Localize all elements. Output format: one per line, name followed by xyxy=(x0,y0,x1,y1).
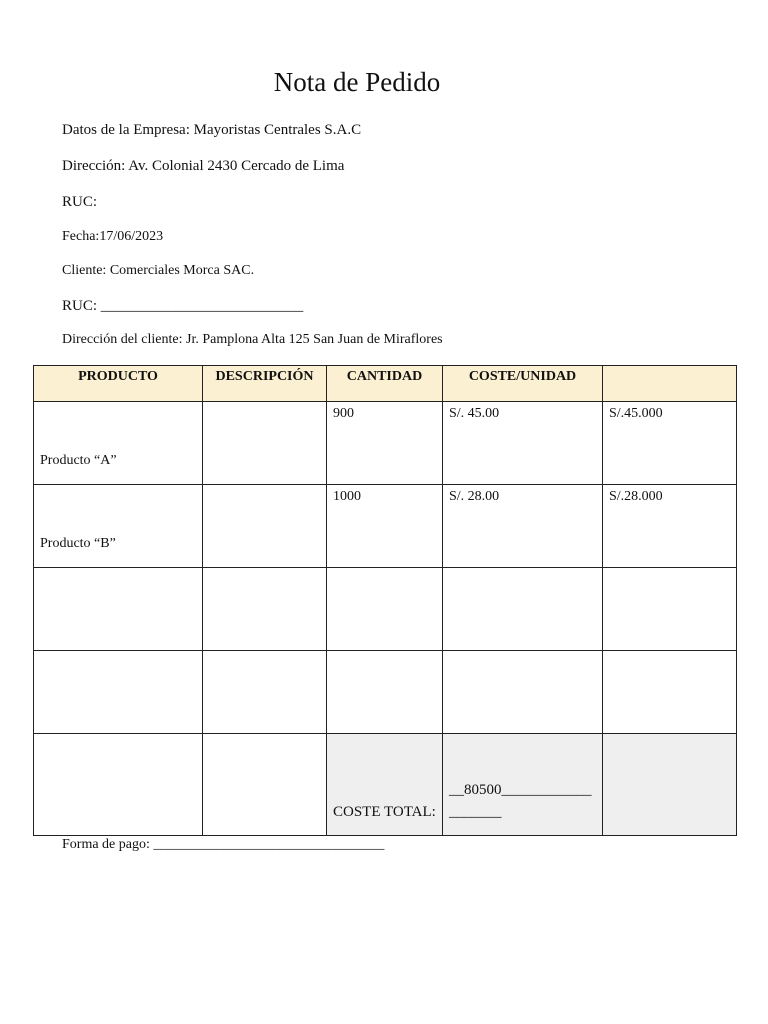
cell-descripcion xyxy=(203,568,327,651)
document-title: Nota de Pedido xyxy=(273,67,441,97)
total-empty-cell xyxy=(34,734,203,836)
cell-producto: Producto “A” xyxy=(34,402,203,485)
cell-importe xyxy=(603,568,737,651)
total-value: __80500____________ _______ xyxy=(443,734,603,836)
company-address: Dirección: Av. Colonial 2430 Cercado de Lima xyxy=(62,158,345,174)
cell-producto: Producto “B” xyxy=(34,485,203,568)
column-header-descripcion: DESCRIPCIÓN xyxy=(203,366,327,402)
cell-descripcion xyxy=(203,402,327,485)
order-table xyxy=(33,365,737,836)
table-row xyxy=(34,402,737,485)
client-ruc: RUC: ___________________________ xyxy=(62,298,304,314)
total-empty-cell xyxy=(203,734,327,836)
cell-coste-unidad: S/. 45.00 xyxy=(443,402,603,485)
payment-method: Forma de pago: _________________________________ xyxy=(62,837,385,852)
order-date: Fecha:17/06/2023 xyxy=(62,229,164,244)
cell-coste-unidad: S/. 28.00 xyxy=(443,485,603,568)
table-header-row xyxy=(34,366,737,402)
cell-importe: S/.45.000 xyxy=(603,402,737,485)
column-header-importe xyxy=(603,366,737,402)
cell-producto xyxy=(34,651,203,734)
column-header-cantidad: CANTIDAD xyxy=(327,366,443,402)
cell-cantidad xyxy=(327,651,443,734)
column-header-producto: PRODUCTO xyxy=(34,366,203,402)
cell-producto xyxy=(34,568,203,651)
table-row xyxy=(34,568,737,651)
total-row xyxy=(34,734,737,836)
client-address: Dirección del cliente: Jr. Pamplona Alta 125 San Juan de Miraflores xyxy=(62,332,443,347)
cell-importe xyxy=(603,651,737,734)
cell-coste-unidad xyxy=(443,651,603,734)
total-empty-cell xyxy=(603,734,737,836)
cell-descripcion xyxy=(203,485,327,568)
cell-cantidad: 900 xyxy=(327,402,443,485)
cell-cantidad: 1000 xyxy=(327,485,443,568)
column-header-coste-unidad: COSTE/UNIDAD xyxy=(443,366,603,402)
cell-coste-unidad xyxy=(443,568,603,651)
table-row xyxy=(34,485,737,568)
company-ruc: RUC: xyxy=(62,194,98,210)
company-data: Datos de la Empresa: Mayoristas Centrales S.A.C xyxy=(62,122,362,138)
cell-cantidad xyxy=(327,568,443,651)
table-row xyxy=(34,651,737,734)
total-label: COSTE TOTAL: xyxy=(327,734,443,836)
cell-descripcion xyxy=(203,651,327,734)
cell-importe: S/.28.000 xyxy=(603,485,737,568)
client-name: Cliente: Comerciales Morca SAC. xyxy=(62,263,255,278)
